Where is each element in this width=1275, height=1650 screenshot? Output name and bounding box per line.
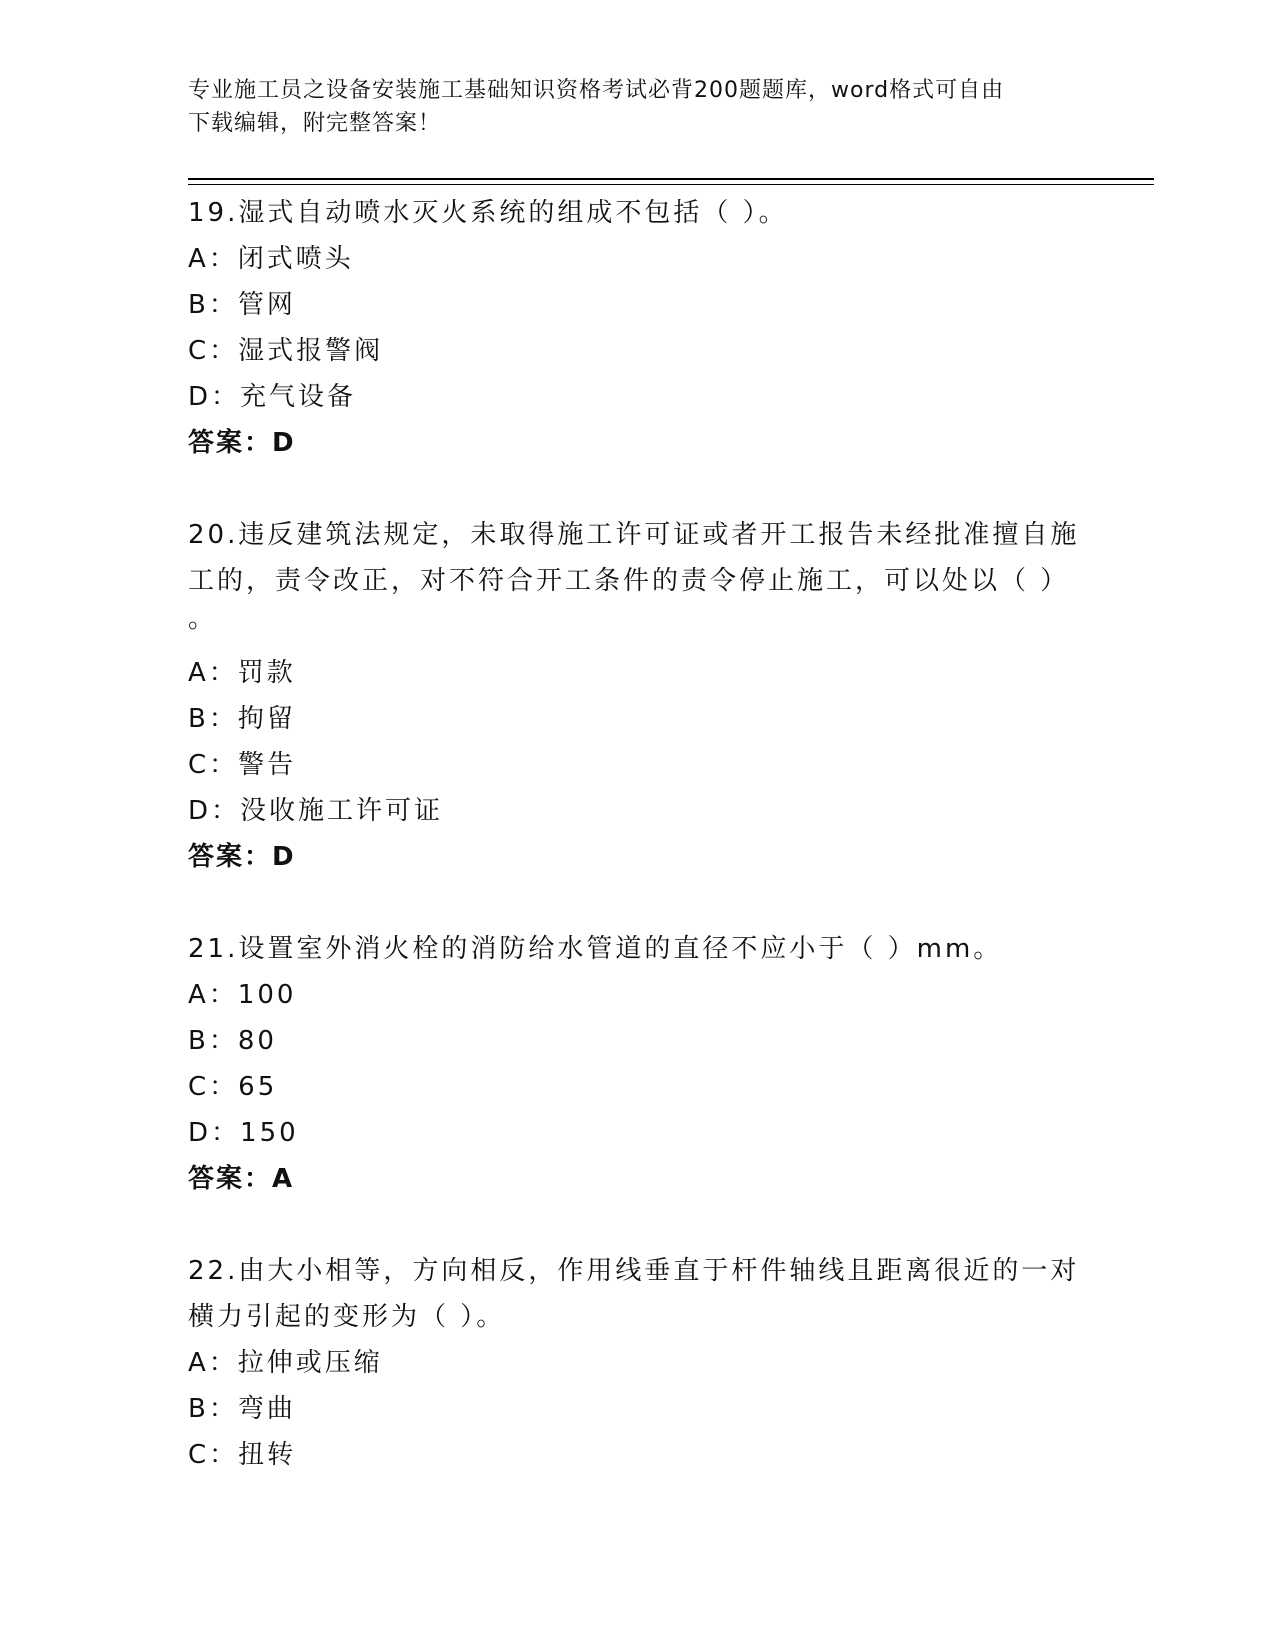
option-d: D：没收施工许可证 xyxy=(188,796,444,826)
option-b: B：80 xyxy=(188,1026,277,1056)
option-a: A：闭式喷头 xyxy=(188,244,354,274)
question-stem-line-3: 。 xyxy=(188,604,218,634)
option-d: D：充气设备 xyxy=(188,382,357,412)
header-divider-thick xyxy=(188,178,1154,180)
option-b: B：管网 xyxy=(188,290,296,320)
question-gap xyxy=(188,466,1088,512)
question-22 xyxy=(188,1248,1088,1478)
question-20 xyxy=(188,512,1088,880)
question-stem: 19.湿式自动喷水灭火系统的组成不包括（ ）。 xyxy=(188,198,788,228)
option-a: A：罚款 xyxy=(188,658,296,688)
question-19 xyxy=(188,190,1088,466)
option-c: C：湿式报警阀 xyxy=(188,336,384,366)
option-b: B：拘留 xyxy=(188,704,296,734)
question-stem-line-2: 横力引起的变形为（ ）。 xyxy=(188,1302,506,1332)
header-divider-thin xyxy=(188,184,1154,185)
answer: 答案：A xyxy=(188,1164,295,1194)
option-a: A：100 xyxy=(188,980,297,1010)
option-a: A：拉伸或压缩 xyxy=(188,1348,383,1378)
option-c: C：扭转 xyxy=(188,1440,297,1470)
question-list xyxy=(188,190,1088,1478)
question-stem-line-2: 工的，责令改正，对不符合开工条件的责令停止施工，可以处以（ ） xyxy=(188,566,1070,596)
answer: 答案：D xyxy=(188,428,296,458)
option-b: B：弯曲 xyxy=(188,1394,296,1424)
header-line-2: 下载编辑，附完整答案！ xyxy=(188,111,442,136)
option-c: C：65 xyxy=(188,1072,278,1102)
option-c: C：警告 xyxy=(188,750,297,780)
question-21 xyxy=(188,926,1088,1202)
question-stem: 21.设置室外消火栓的消防给水管道的直径不应小于（ ）mm。 xyxy=(188,934,1003,964)
question-gap xyxy=(188,1202,1088,1248)
question-stem-line-1: 20.违反建筑法规定，未取得施工许可证或者开工报告未经批准擅自施 xyxy=(188,520,1080,550)
question-stem-line-1: 22.由大小相等，方向相反，作用线垂直于杆件轴线且距离很近的一对 xyxy=(188,1256,1080,1286)
header-line-1: 专业施工员之设备安装施工基础知识资格考试必背200题题库，word格式可自由 xyxy=(188,78,1005,103)
answer: 答案：D xyxy=(188,842,296,872)
page-header xyxy=(188,74,1068,140)
question-gap xyxy=(188,880,1088,926)
option-d: D：150 xyxy=(188,1118,299,1148)
